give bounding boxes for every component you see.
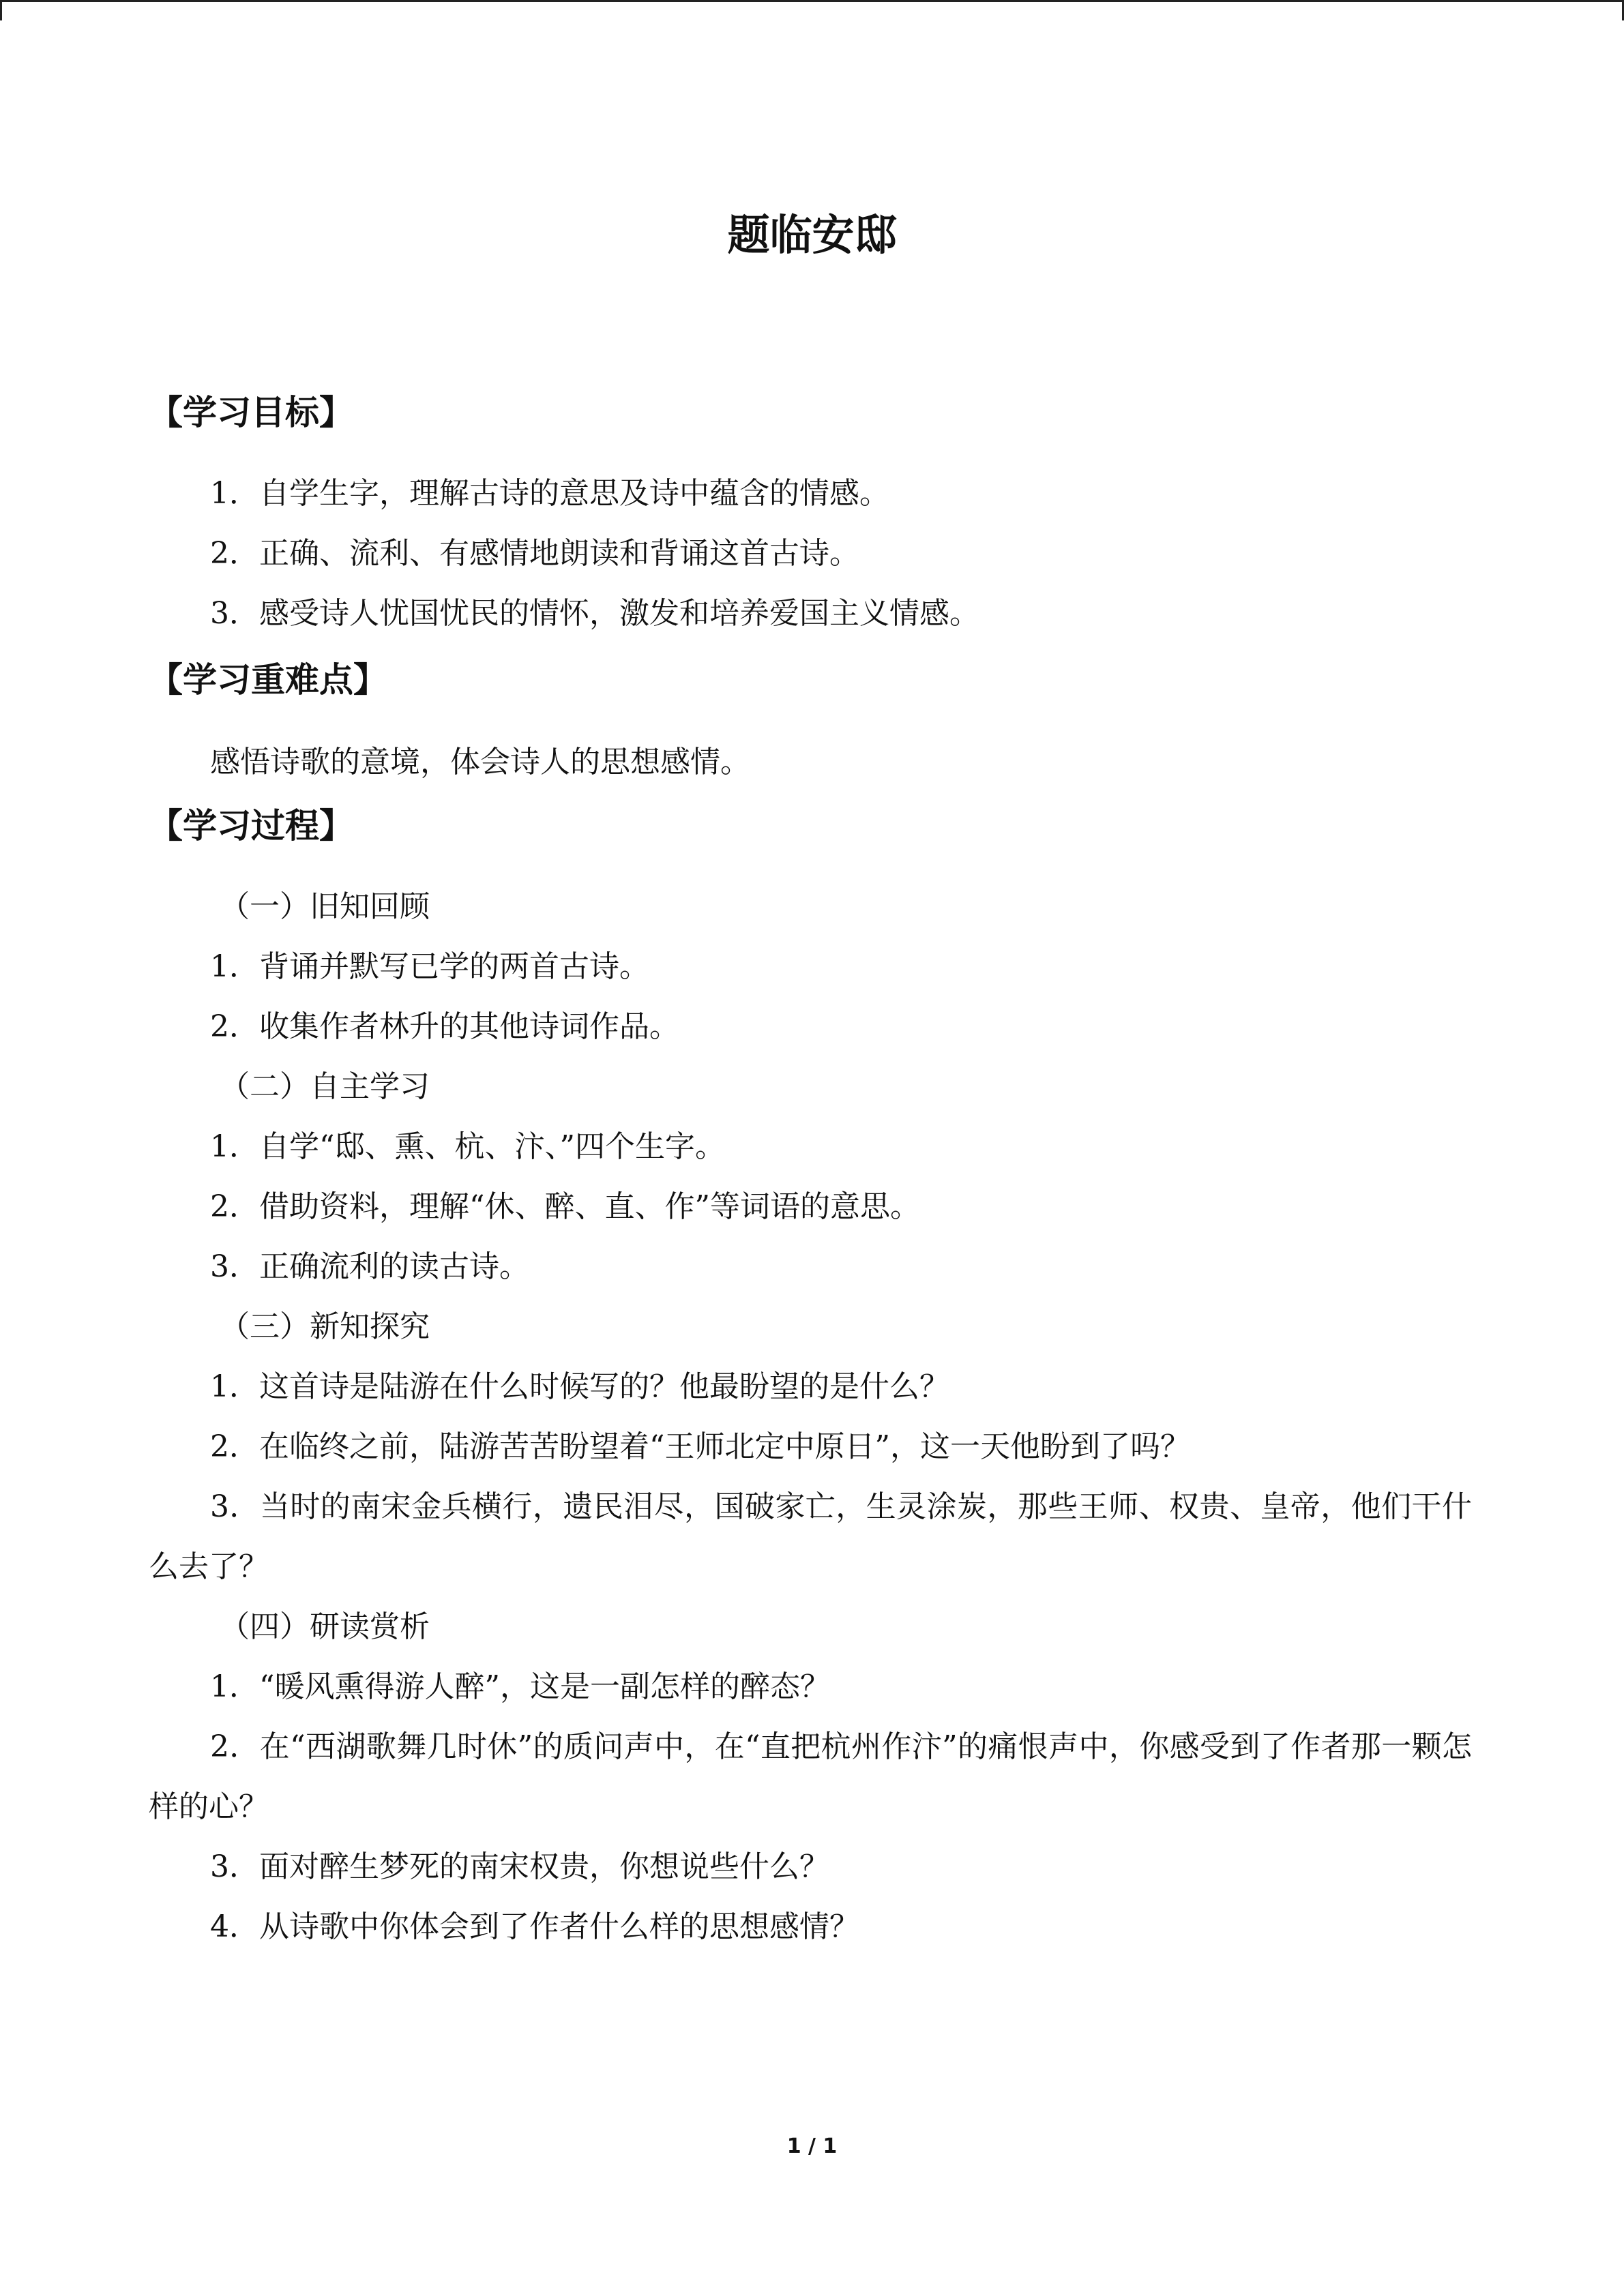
process-part4-label: （四）研读赏析: [220, 1609, 430, 1644]
key-points-text: 感悟诗歌的意境，体会诗人的思想感情。: [210, 745, 750, 779]
process-part4-item-4: 4．从诗歌中你体会到了作者什么样的思想感情？: [210, 1909, 859, 1944]
goal-item-2: 2．正确、流利、有感情地朗读和背诵这首古诗。: [210, 536, 859, 571]
process-part3-label: （三）新知探究: [220, 1309, 430, 1344]
process-part4-item-1: 1．“暖风熏得游人醉”，这是一副怎样的醉态？: [210, 1669, 830, 1704]
process-part4-item-2: 2．在“西湖歌舞几时休”的质问声中，在“直把杭州作汴”的痛恨声中，你感受到了作者那一颗怎样的心？: [149, 1729, 1472, 1824]
goal-item-1: 1．自学生字，理解古诗的意思及诗中蕴含的情感。: [210, 476, 889, 511]
process-part2-item-2: 2．借助资料，理解“休、醉、直、作”等词语的意思。: [210, 1189, 920, 1224]
process-part3-item-3: 3．当时的南宋金兵横行，遗民泪尽，国破家亡，生灵涂炭，那些王师、权贵、皇帝，他们干什么去了？: [149, 1489, 1472, 1584]
key-points-heading: 【学习重难点】: [149, 660, 387, 700]
page-top-border: [0, 0, 1624, 2]
page-title: 题临安邸: [727, 210, 897, 260]
process-part2-item-3: 3．正确流利的读古诗。: [210, 1249, 529, 1284]
process-part3-item-2: 2．在临终之前，陆游苦苦盼望着“王师北定中原日”，这一天他盼到了吗？: [210, 1429, 1190, 1464]
goal-item-3: 3．感受诗人忧国忧民的情怀，激发和培养爱国主义情感。: [210, 596, 979, 631]
process-part1-item-1: 1．背诵并默写已学的两首古诗。: [210, 949, 649, 984]
process-part2-label: （二）自主学习: [220, 1069, 430, 1104]
process-part1-label: （一）旧知回顾: [220, 889, 430, 924]
process-part1-item-2: 2．收集作者林升的其他诗词作品。: [210, 1009, 679, 1044]
process-part4-item-3: 3．面对醉生梦死的南宋权贵，你想说些什么？: [210, 1849, 829, 1884]
goals-heading: 【学习目标】: [149, 393, 353, 432]
page-left-border: [0, 0, 2, 20]
process-part3-item-1: 1．这首诗是陆游在什么时候写的？他最盼望的是什么？: [210, 1369, 949, 1404]
process-part2-item-1: 1．自学“邸、熏、杭、汴、”四个生字。: [210, 1129, 725, 1164]
page-number: 1 / 1: [786, 2134, 838, 2158]
process-heading: 【学习过程】: [149, 806, 353, 846]
